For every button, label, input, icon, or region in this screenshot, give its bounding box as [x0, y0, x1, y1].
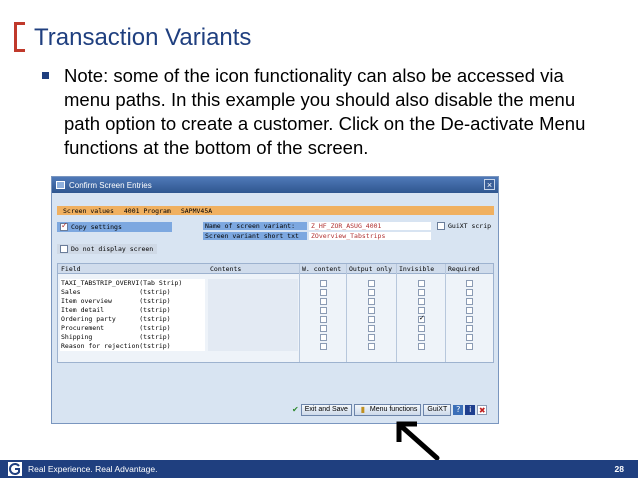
with-content-checkbox[interactable] — [320, 325, 327, 332]
required-checkbox[interactable] — [466, 289, 473, 296]
table-row — [58, 279, 493, 288]
output-only-checkbox[interactable] — [368, 298, 375, 305]
invisible-checkbox[interactable] — [418, 280, 425, 287]
output-only-checkbox[interactable] — [368, 307, 375, 314]
company-logo — [8, 462, 22, 476]
required-checkbox[interactable] — [466, 307, 473, 314]
field-name-cell: Reason for rejection(tstrip) — [60, 342, 205, 351]
required-checkbox[interactable] — [466, 280, 473, 287]
with-content-checkbox[interactable] — [320, 298, 327, 305]
required-checkbox[interactable] — [466, 334, 473, 341]
table-row — [58, 315, 493, 324]
invisible-checkbox[interactable] — [418, 307, 425, 314]
guixt-checkbox[interactable] — [437, 222, 445, 230]
variant-name-input[interactable]: Z_HF_ZOR_ASUG_4001 — [309, 222, 431, 230]
guixt-script-row[interactable] — [437, 222, 491, 230]
field-name-cell: Item detail (tstrip) — [60, 306, 205, 315]
field-name-cell: Shipping (tstrip) — [60, 333, 205, 342]
copy-settings-row[interactable] — [57, 222, 172, 232]
window-icon — [56, 181, 65, 189]
guixt-button[interactable]: GuiXT — [423, 404, 451, 416]
contents-cell[interactable] — [208, 279, 298, 288]
footer-bar — [0, 460, 638, 478]
guixt-label: GuiXT scrip — [448, 222, 492, 230]
exit-and-save-button[interactable]: Exit and Save — [301, 404, 352, 416]
field-name-cell: Procurement (tstrip) — [60, 324, 205, 333]
dont-display-row[interactable] — [57, 244, 157, 254]
contents-cell[interactable] — [208, 297, 298, 306]
page-number: 28 — [614, 464, 624, 474]
field-name-cell: Ordering party (tstrip) — [60, 315, 205, 324]
short-text-input[interactable]: ZOverview_Tabstrips — [309, 232, 431, 240]
invisible-checkbox[interactable] — [418, 316, 425, 323]
output-only-checkbox[interactable] — [368, 325, 375, 332]
col-invisible[interactable]: Invisible — [399, 265, 435, 273]
copy-settings-label: Copy settings — [71, 223, 122, 231]
contents-cell[interactable] — [208, 306, 298, 315]
contents-cell[interactable] — [208, 324, 298, 333]
output-only-checkbox[interactable] — [368, 334, 375, 341]
invisible-checkbox[interactable] — [418, 343, 425, 350]
dialog-titlebar — [52, 177, 498, 193]
table-row — [58, 306, 493, 315]
header-value-screen: 4001 Program — [123, 206, 171, 215]
with-content-checkbox[interactable] — [320, 307, 327, 314]
table-row — [58, 288, 493, 297]
invisible-checkbox[interactable] — [418, 289, 425, 296]
field-name-cell: Sales (tstrip) — [60, 288, 205, 297]
table-row — [58, 342, 493, 351]
col-contents[interactable]: Contents — [210, 265, 242, 273]
bullet-text: Note: some of the icon functionality can also be accessed via menu paths. In this example you should also disable the menu path option to create a customer. Click on the De-activate Menu functions at the bottom of the screen. — [64, 65, 586, 158]
dont-display-checkbox[interactable] — [60, 245, 68, 253]
contents-cell[interactable] — [208, 288, 298, 297]
confirm-screen-entries-dialog — [51, 176, 499, 424]
contents-cell[interactable] — [208, 342, 298, 351]
contents-cell[interactable] — [208, 315, 298, 324]
dialog-title: Confirm Screen Entries — [69, 180, 152, 190]
slide-title: Transaction Variants — [34, 24, 252, 51]
variant-name-label: Name of screen variant: — [203, 222, 307, 230]
header-value-label: Screen values — [63, 206, 114, 215]
required-checkbox[interactable] — [466, 316, 473, 323]
output-only-checkbox[interactable] — [368, 316, 375, 323]
output-only-checkbox[interactable] — [368, 343, 375, 350]
copy-settings-checkbox[interactable] — [60, 223, 68, 231]
required-checkbox[interactable] — [466, 298, 473, 305]
cancel-icon[interactable]: ✖ — [478, 405, 486, 415]
pointer-arrow-icon — [393, 418, 443, 462]
output-only-checkbox[interactable] — [368, 289, 375, 296]
bullet-icon — [42, 72, 49, 79]
table-rows — [58, 279, 493, 351]
help-icon[interactable]: ? — [453, 405, 463, 415]
output-only-checkbox[interactable] — [368, 280, 375, 287]
menu-functions-label: Menu functions — [369, 406, 418, 413]
table-row — [58, 324, 493, 333]
field-name-cell: TAXI_TABSTRIP_OVERVI(Tab Strip) — [60, 279, 205, 288]
col-required[interactable]: Required — [448, 265, 480, 273]
menu-icon: ▮ — [360, 404, 366, 414]
with-content-checkbox[interactable] — [320, 280, 327, 287]
field-name-cell: Item overview (tstrip) — [60, 297, 205, 306]
with-content-checkbox[interactable] — [320, 289, 327, 296]
table-row — [58, 333, 493, 342]
variant-fields — [57, 220, 494, 254]
confirm-check-icon[interactable]: ✔ — [292, 405, 299, 414]
close-icon[interactable]: × — [484, 179, 495, 190]
with-content-checkbox[interactable] — [320, 334, 327, 341]
col-field[interactable]: Field — [61, 265, 81, 273]
table-row — [58, 297, 493, 306]
info-icon[interactable]: i — [465, 405, 475, 415]
invisible-checkbox[interactable] — [418, 325, 425, 332]
contents-cell[interactable] — [208, 333, 298, 342]
with-content-checkbox[interactable] — [320, 316, 327, 323]
header-value-program: SAPMV45A — [180, 206, 213, 215]
footer-tagline: Real Experience. Real Advantage. — [28, 464, 158, 474]
table-header — [58, 264, 493, 274]
invisible-checkbox[interactable] — [418, 334, 425, 341]
screen-values-strip — [57, 206, 494, 215]
title-bracket — [14, 22, 25, 52]
dialog-toolbar — [292, 403, 489, 416]
col-output-only[interactable]: Output only — [349, 265, 393, 273]
short-text-label: Screen variant short txt — [203, 232, 307, 240]
with-content-checkbox[interactable] — [320, 343, 327, 350]
field-table — [57, 263, 494, 363]
menu-functions-button[interactable] — [354, 404, 421, 416]
required-checkbox[interactable] — [466, 343, 473, 350]
invisible-checkbox[interactable] — [418, 298, 425, 305]
required-checkbox[interactable] — [466, 325, 473, 332]
dont-display-label: Do not display screen — [71, 245, 154, 253]
col-w-content[interactable]: W. content — [302, 265, 342, 273]
